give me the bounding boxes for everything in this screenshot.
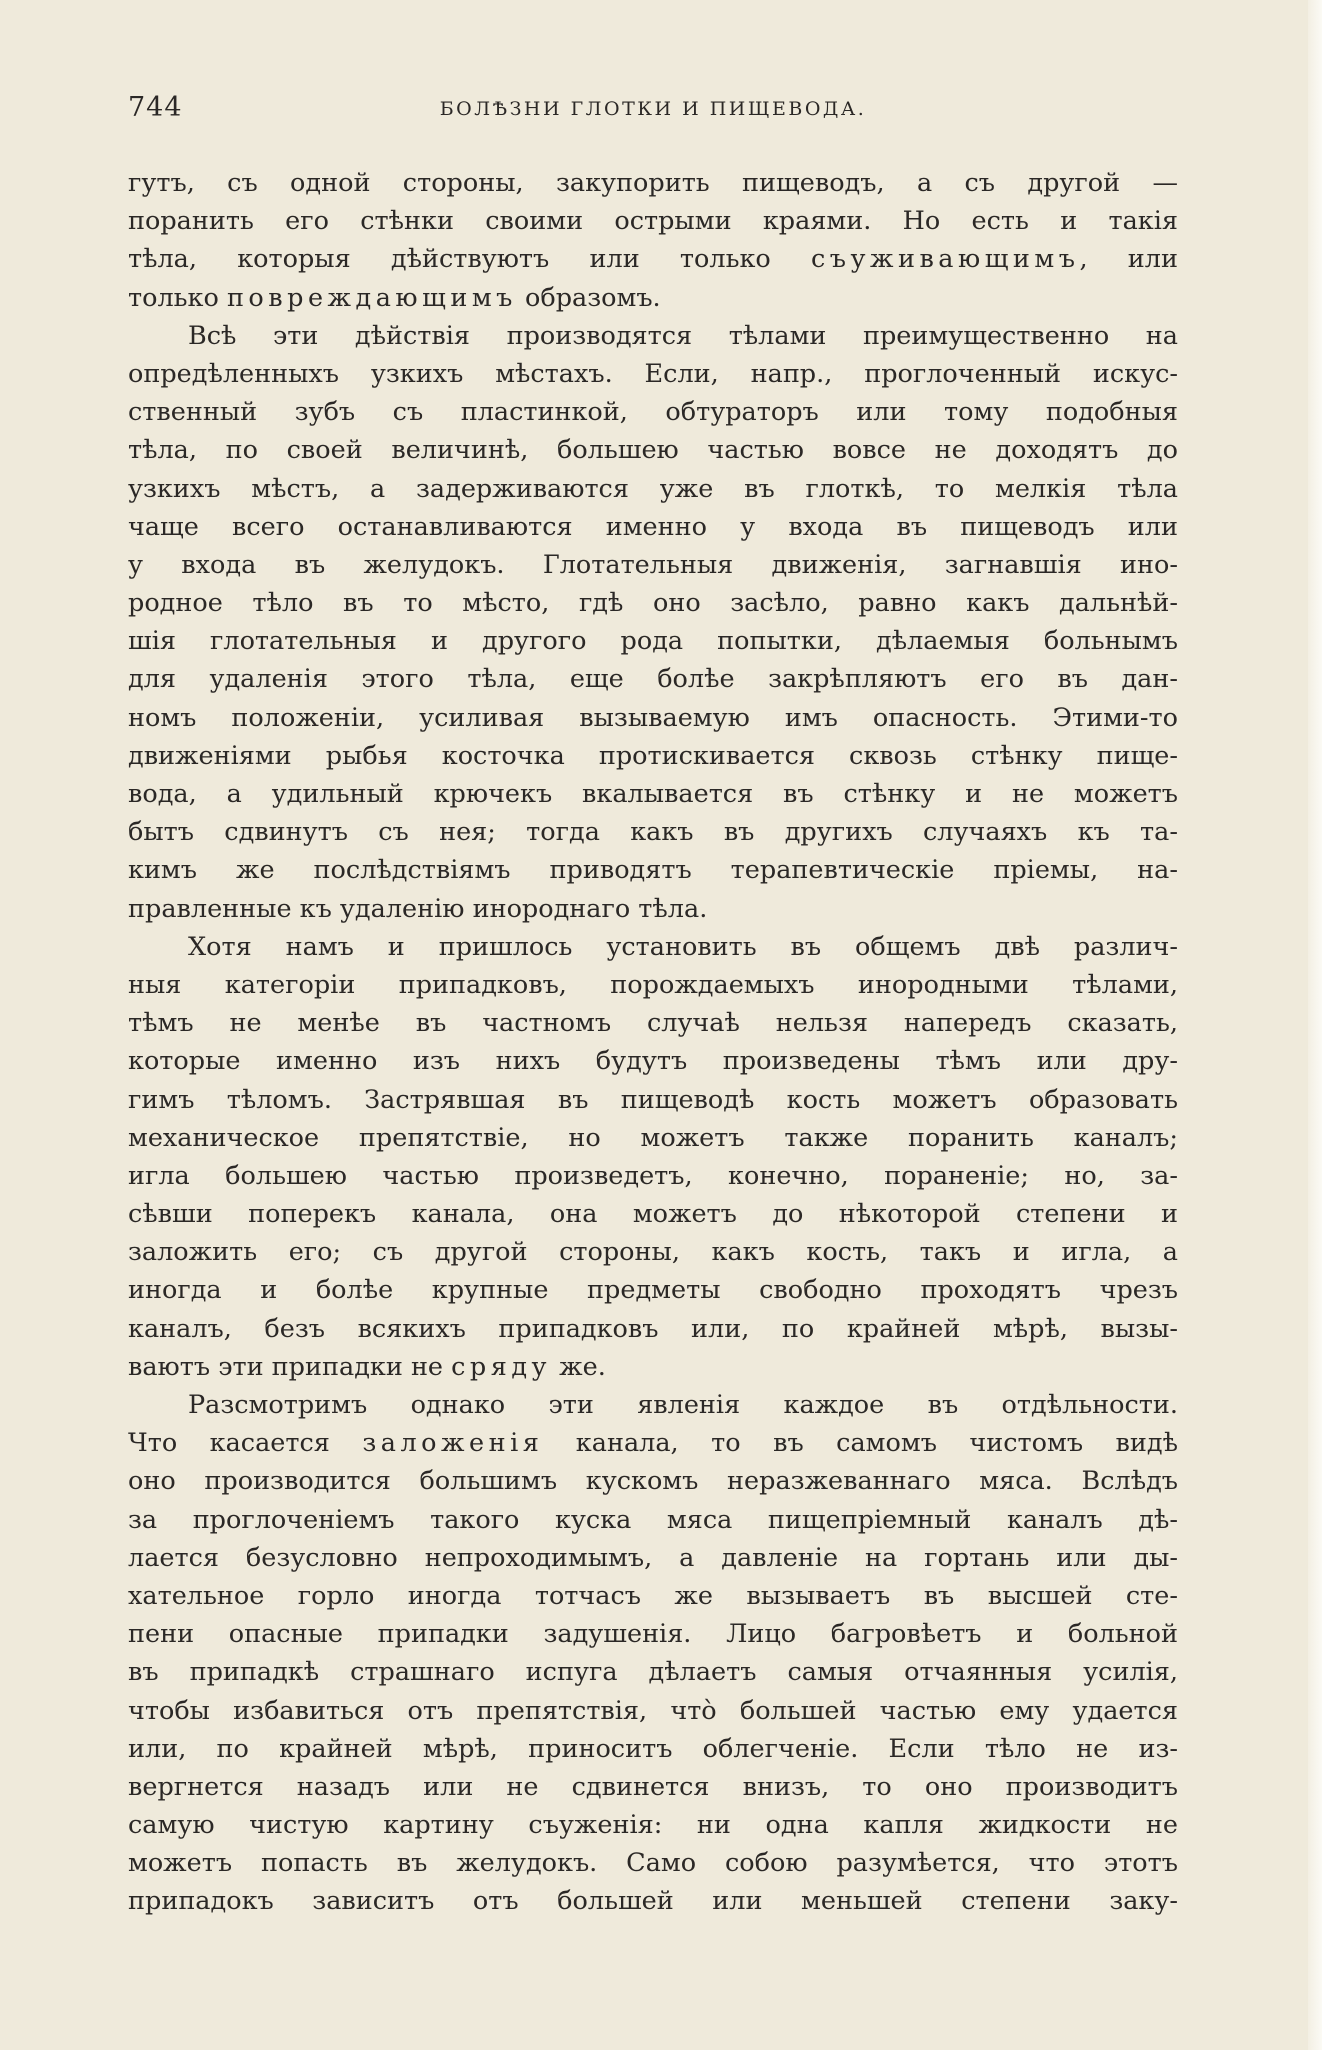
text-line bbox=[128, 1692, 1178, 1730]
text-line bbox=[128, 890, 1178, 928]
text-line bbox=[128, 813, 1178, 851]
text-line bbox=[128, 202, 1178, 240]
text-segment: оно производится большимъ кускомъ неразжеваннаго мяса. Вслѣдъ bbox=[128, 1466, 1178, 1497]
text-segment: припадокъ зависитъ отъ большей или меньшей степени заку- bbox=[128, 1886, 1178, 1917]
spaced-emphasis: съуживающимъ bbox=[810, 244, 1080, 275]
text-segment: заложить его; съ другой стороны, какъ кость, такъ и игла, а bbox=[128, 1237, 1178, 1268]
text-line bbox=[128, 508, 1178, 546]
text-segment: опредѣленныхъ узкихъ мѣстахъ. Если, напр., проглоченный искус- bbox=[128, 358, 1178, 389]
text-line bbox=[128, 775, 1178, 813]
text-segment: тѣла, которыя дѣйствуютъ или только bbox=[128, 244, 811, 275]
text-segment: тѣла, по своей величинѣ, большею частью вовсе не доходятъ до bbox=[128, 435, 1178, 466]
text-segment: кимъ же послѣдствіямъ приводятъ терапевтическіе пріемы, на- bbox=[128, 855, 1178, 886]
text-line bbox=[128, 1233, 1178, 1271]
text-line bbox=[128, 1844, 1178, 1882]
text-segment: для удаленія этого тѣла, еще болѣе закрѣпляютъ его въ дан- bbox=[128, 664, 1178, 695]
text-segment: образомъ. bbox=[516, 282, 661, 313]
text-segment: механическое препятствіе, но можетъ также поранить каналъ; bbox=[128, 1122, 1178, 1153]
text-segment: родное тѣло въ то мѣсто, гдѣ оно засѣло, равно какъ дальнѣй- bbox=[128, 588, 1178, 619]
text-line bbox=[128, 966, 1178, 1004]
text-segment: канала, то въ самомъ чистомъ видѣ bbox=[543, 1428, 1178, 1459]
text-segment: или, по крайней мѣрѣ, приноситъ облегченіе. Если тѣло не из- bbox=[128, 1733, 1178, 1764]
text-segment: ныя категоріи припадковъ, порождаемыхъ инородными тѣлами, bbox=[128, 969, 1178, 1000]
text-segment: правленные къ удаленію инороднаго тѣла. bbox=[128, 893, 708, 924]
page-number: 744 bbox=[128, 92, 183, 123]
text-segment: гимъ тѣломъ. Застрявшая въ пищеводѣ кость можетъ образовать bbox=[128, 1084, 1178, 1115]
text-segment: шія глотательныя и другого рода попытки, дѣлаемыя больнымъ bbox=[128, 626, 1178, 657]
text-segment: которые именно изъ нихъ будутъ произведены тѣмъ или дру- bbox=[128, 1046, 1178, 1077]
text-line bbox=[128, 240, 1178, 278]
spaced-emphasis: сряду bbox=[451, 1351, 552, 1382]
text-segment: лается безусловно непроходимымъ, а давленіе на гортань или ды- bbox=[128, 1542, 1178, 1573]
text-segment: гутъ, съ одной стороны, закупорить пищеводъ, а съ другой — bbox=[128, 168, 1178, 198]
text-segment: пени опасные припадки задушенія. Лицо багровѣетъ и больной bbox=[128, 1619, 1178, 1650]
text-segment: Всѣ эти дѣйствія производятся тѣлами преимущественно на bbox=[188, 320, 1178, 351]
text-line bbox=[128, 660, 1178, 698]
text-line bbox=[128, 1386, 1178, 1424]
text-line bbox=[128, 1157, 1178, 1195]
text-line bbox=[128, 928, 1178, 966]
text-line bbox=[128, 431, 1178, 469]
text-segment: вода, а удильный крючекъ вкалывается въ стѣнку и не можетъ bbox=[128, 779, 1178, 809]
text-segment: игла большею частью произведетъ, конечно, пораненіе; но, за- bbox=[128, 1160, 1178, 1191]
text-line bbox=[128, 1081, 1178, 1119]
text-line bbox=[128, 355, 1178, 393]
text-segment: каналъ, безъ всякихъ припадковъ или, по крайней мѣрѣ, вызы- bbox=[128, 1313, 1178, 1344]
text-segment: бытъ сдвинутъ съ нея; тогда какъ въ другихъ случаяхъ къ та- bbox=[128, 817, 1178, 848]
text-line bbox=[128, 470, 1178, 508]
running-head: БОЛѢЗНИ ГЛОТКИ И ПИЩЕВОДА. bbox=[439, 98, 867, 120]
text-line bbox=[128, 279, 1178, 317]
text-segment: поранить его стѣнки своими острыми краями. Но есть и такія bbox=[128, 206, 1178, 237]
text-segment: сѣвши поперекъ канала, она можетъ до нѣкоторой степени и bbox=[128, 1199, 1178, 1230]
text-line bbox=[128, 1539, 1178, 1577]
text-segment: за проглоченіемъ такого куска мяса пищепріемный каналъ дѣ- bbox=[128, 1504, 1178, 1535]
text-line bbox=[128, 1042, 1178, 1080]
text-line bbox=[128, 1577, 1178, 1615]
text-line bbox=[128, 737, 1178, 775]
text-segment: движеніями рыбья косточка протискивается сквозь стѣнку пище- bbox=[128, 740, 1178, 771]
text-line bbox=[128, 1653, 1178, 1691]
text-segment: номъ положеніи, усиливая вызываемую имъ опасность. Этими-то bbox=[128, 702, 1178, 733]
text-line bbox=[128, 622, 1178, 660]
text-line bbox=[128, 584, 1178, 622]
text-line bbox=[128, 1768, 1178, 1806]
text-line bbox=[128, 1501, 1178, 1539]
text-line bbox=[128, 1310, 1178, 1348]
text-line bbox=[128, 1348, 1178, 1386]
text-line bbox=[128, 1462, 1178, 1500]
text-segment: можетъ попасть въ желудокъ. Само собою разумѣется, что этотъ bbox=[128, 1848, 1178, 1879]
text-line bbox=[128, 1004, 1178, 1042]
page-edge bbox=[1308, 0, 1322, 2050]
text-line bbox=[128, 1195, 1178, 1233]
text-line bbox=[128, 1882, 1178, 1920]
page-header bbox=[128, 92, 1178, 132]
text-line bbox=[128, 393, 1178, 431]
text-segment: въ припадкѣ страшнаго испуга дѣлаетъ самыя отчаянныя усилія, bbox=[128, 1657, 1178, 1688]
text-segment: чаще всего останавливаются именно у входа въ пищеводъ или bbox=[128, 511, 1178, 542]
text-line bbox=[128, 1615, 1178, 1653]
text-segment: вергнется назадъ или не сдвинется внизъ, то оно производитъ bbox=[128, 1771, 1178, 1802]
text-segment: , или bbox=[1079, 244, 1178, 275]
text-segment: только bbox=[128, 282, 227, 313]
text-segment: у входа въ желудокъ. Глотательныя движенія, загнавшія ино- bbox=[128, 549, 1178, 580]
text-segment: ваютъ эти припадки не bbox=[128, 1351, 452, 1382]
text-segment: тѣмъ не менѣе въ частномъ случаѣ нельзя напередъ сказать, bbox=[128, 1008, 1178, 1039]
text-line bbox=[128, 1730, 1178, 1768]
text-line bbox=[128, 546, 1178, 584]
text-segment: самую чистую картину съуженія: ни одна капля жидкости не bbox=[128, 1810, 1178, 1841]
text-line bbox=[128, 1119, 1178, 1157]
text-segment: ственный зубъ съ пластинкой, обтураторъ или тому подобныя bbox=[128, 397, 1178, 428]
text-line bbox=[128, 164, 1178, 202]
text-line bbox=[128, 317, 1178, 355]
text-segment: Разсмотримъ однако эти явленія каждое въ отдѣльности. bbox=[188, 1390, 1178, 1420]
body-text bbox=[128, 164, 1178, 1921]
text-line bbox=[128, 851, 1178, 889]
text-line bbox=[128, 699, 1178, 737]
text-segment: Хотя намъ и пришлось установить въ общемъ двѣ различ- bbox=[188, 931, 1178, 962]
text-segment: чтобы избавиться отъ препятствія, что̀ большей частью ему удается bbox=[128, 1695, 1178, 1726]
text-segment: же. bbox=[551, 1351, 606, 1382]
text-segment: иногда и болѣе крупные предметы свободно проходятъ чрезъ bbox=[128, 1275, 1178, 1306]
spaced-emphasis: повреждающимъ bbox=[226, 282, 517, 313]
text-segment: Что касается bbox=[128, 1428, 363, 1459]
text-line bbox=[128, 1424, 1178, 1462]
text-line bbox=[128, 1806, 1178, 1844]
text-segment: узкихъ мѣстъ, а задерживаются уже въ глоткѣ, то мелкія тѣла bbox=[128, 473, 1178, 504]
text-line bbox=[128, 1271, 1178, 1309]
text-segment: хательное горло иногда тотчасъ же вызываетъ въ высшей сте- bbox=[128, 1580, 1178, 1611]
spaced-emphasis: заложенія bbox=[362, 1428, 544, 1459]
